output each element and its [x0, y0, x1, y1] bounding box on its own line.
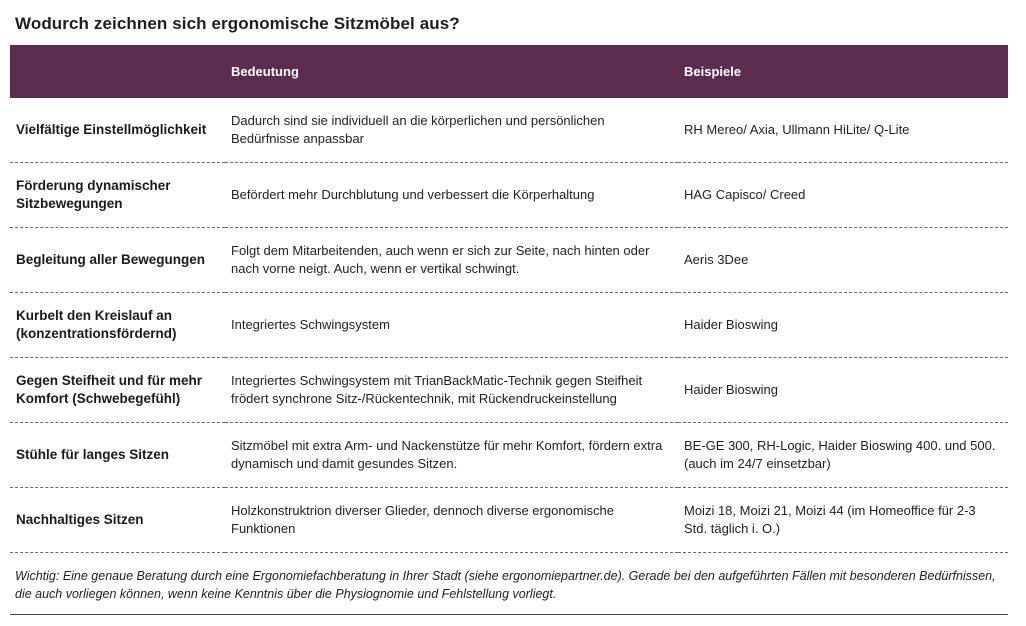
- row-label: Gegen Steifheit und für mehr Komfort (Schwebegefühl): [10, 358, 225, 423]
- table-row: [10, 163, 1008, 228]
- table-row: [10, 98, 1008, 163]
- bottom-divider: [10, 614, 1008, 615]
- row-label: Stühle für langes Sitzen: [10, 423, 225, 488]
- row-meaning: Folgt dem Mitarbeitenden, auch wenn er sich zur Seite, nach hinten oder nach vorne neigt. Auch, wenn er vertikal schwingt.: [225, 228, 678, 293]
- header-cell-meaning: Bedeutung: [225, 45, 678, 98]
- row-meaning: Integriertes Schwingsystem: [225, 293, 678, 358]
- row-meaning: Integriertes Schwingsystem mit TrianBackMatic-Technik gegen Steifheit frödert synchrone Sitz-/Rückentechnik, mit Rückendruckeinstellung: [225, 358, 678, 423]
- row-meaning: Sitzmöbel mit extra Arm- und Nackenstütze für mehr Komfort, fördern extra dynamisch und damit gesundes Sitzen.: [225, 423, 678, 488]
- table-body: [10, 98, 1008, 553]
- row-examples: Aeris 3Dee: [678, 228, 1008, 293]
- table-header: [10, 45, 1008, 98]
- row-examples: BE-GE 300, RH-Logic, Haider Bioswing 400. und 500. (auch im 24/7 einsetzbar): [678, 423, 1008, 488]
- row-label: Förderung dynamischer Sitzbewegungen: [10, 163, 225, 228]
- header-cell-examples: Beispiele: [678, 45, 1008, 98]
- row-meaning: Dadurch sind sie individuell an die körperlichen und persönlichen Bedürfnisse anpassbar: [225, 98, 678, 163]
- table-row: [10, 293, 1008, 358]
- row-meaning: Befördert mehr Durchblutung und verbessert die Körperhaltung: [225, 163, 678, 228]
- table-row: [10, 228, 1008, 293]
- row-meaning: Holzkonstruktrion diverser Glieder, dennoch diverse ergonomische Funktionen: [225, 488, 678, 553]
- footnote: Wichtig: Eine genaue Beratung durch eine Ergonomiefachberatung in Ihrer Stadt (siehe ergonomiepartner.de). Gerade bei den aufgeführten Fällen mit besonderen Bedürfnissen, die auch vorliegen können, wenn keine Kenntnis über die Physiognomie und Fehlstellung vorliegt.: [15, 569, 996, 601]
- row-examples: HAG Capisco/ Creed: [678, 163, 1008, 228]
- row-examples: Moizi 18, Moizi 21, Moizi 44 (im Homeoffice für 2-3 Std. täglich i. O.): [678, 488, 1008, 553]
- row-examples: Haider Bioswing: [678, 293, 1008, 358]
- table-header-row: [10, 45, 1008, 98]
- table-row: [10, 488, 1008, 553]
- header-cell-feature: [10, 45, 225, 98]
- row-label: Vielfältige Einstellmöglichkeit: [10, 98, 225, 163]
- table-row: [10, 423, 1008, 488]
- row-label: Kurbelt den Kreislauf an (konzentrationsfördernd): [10, 293, 225, 358]
- row-examples: RH Mereo/ Axia, Ullmann HiLite/ Q-Lite: [678, 98, 1008, 163]
- row-examples: Haider Bioswing: [678, 358, 1008, 423]
- ergonomic-seating-table: [10, 45, 1008, 553]
- table-row: [10, 358, 1008, 423]
- row-label: Nachhaltiges Sitzen: [10, 488, 225, 553]
- page-title: Wodurch zeichnen sich ergonomische Sitzmöbel aus?: [15, 14, 460, 33]
- row-label: Begleitung aller Bewegungen: [10, 228, 225, 293]
